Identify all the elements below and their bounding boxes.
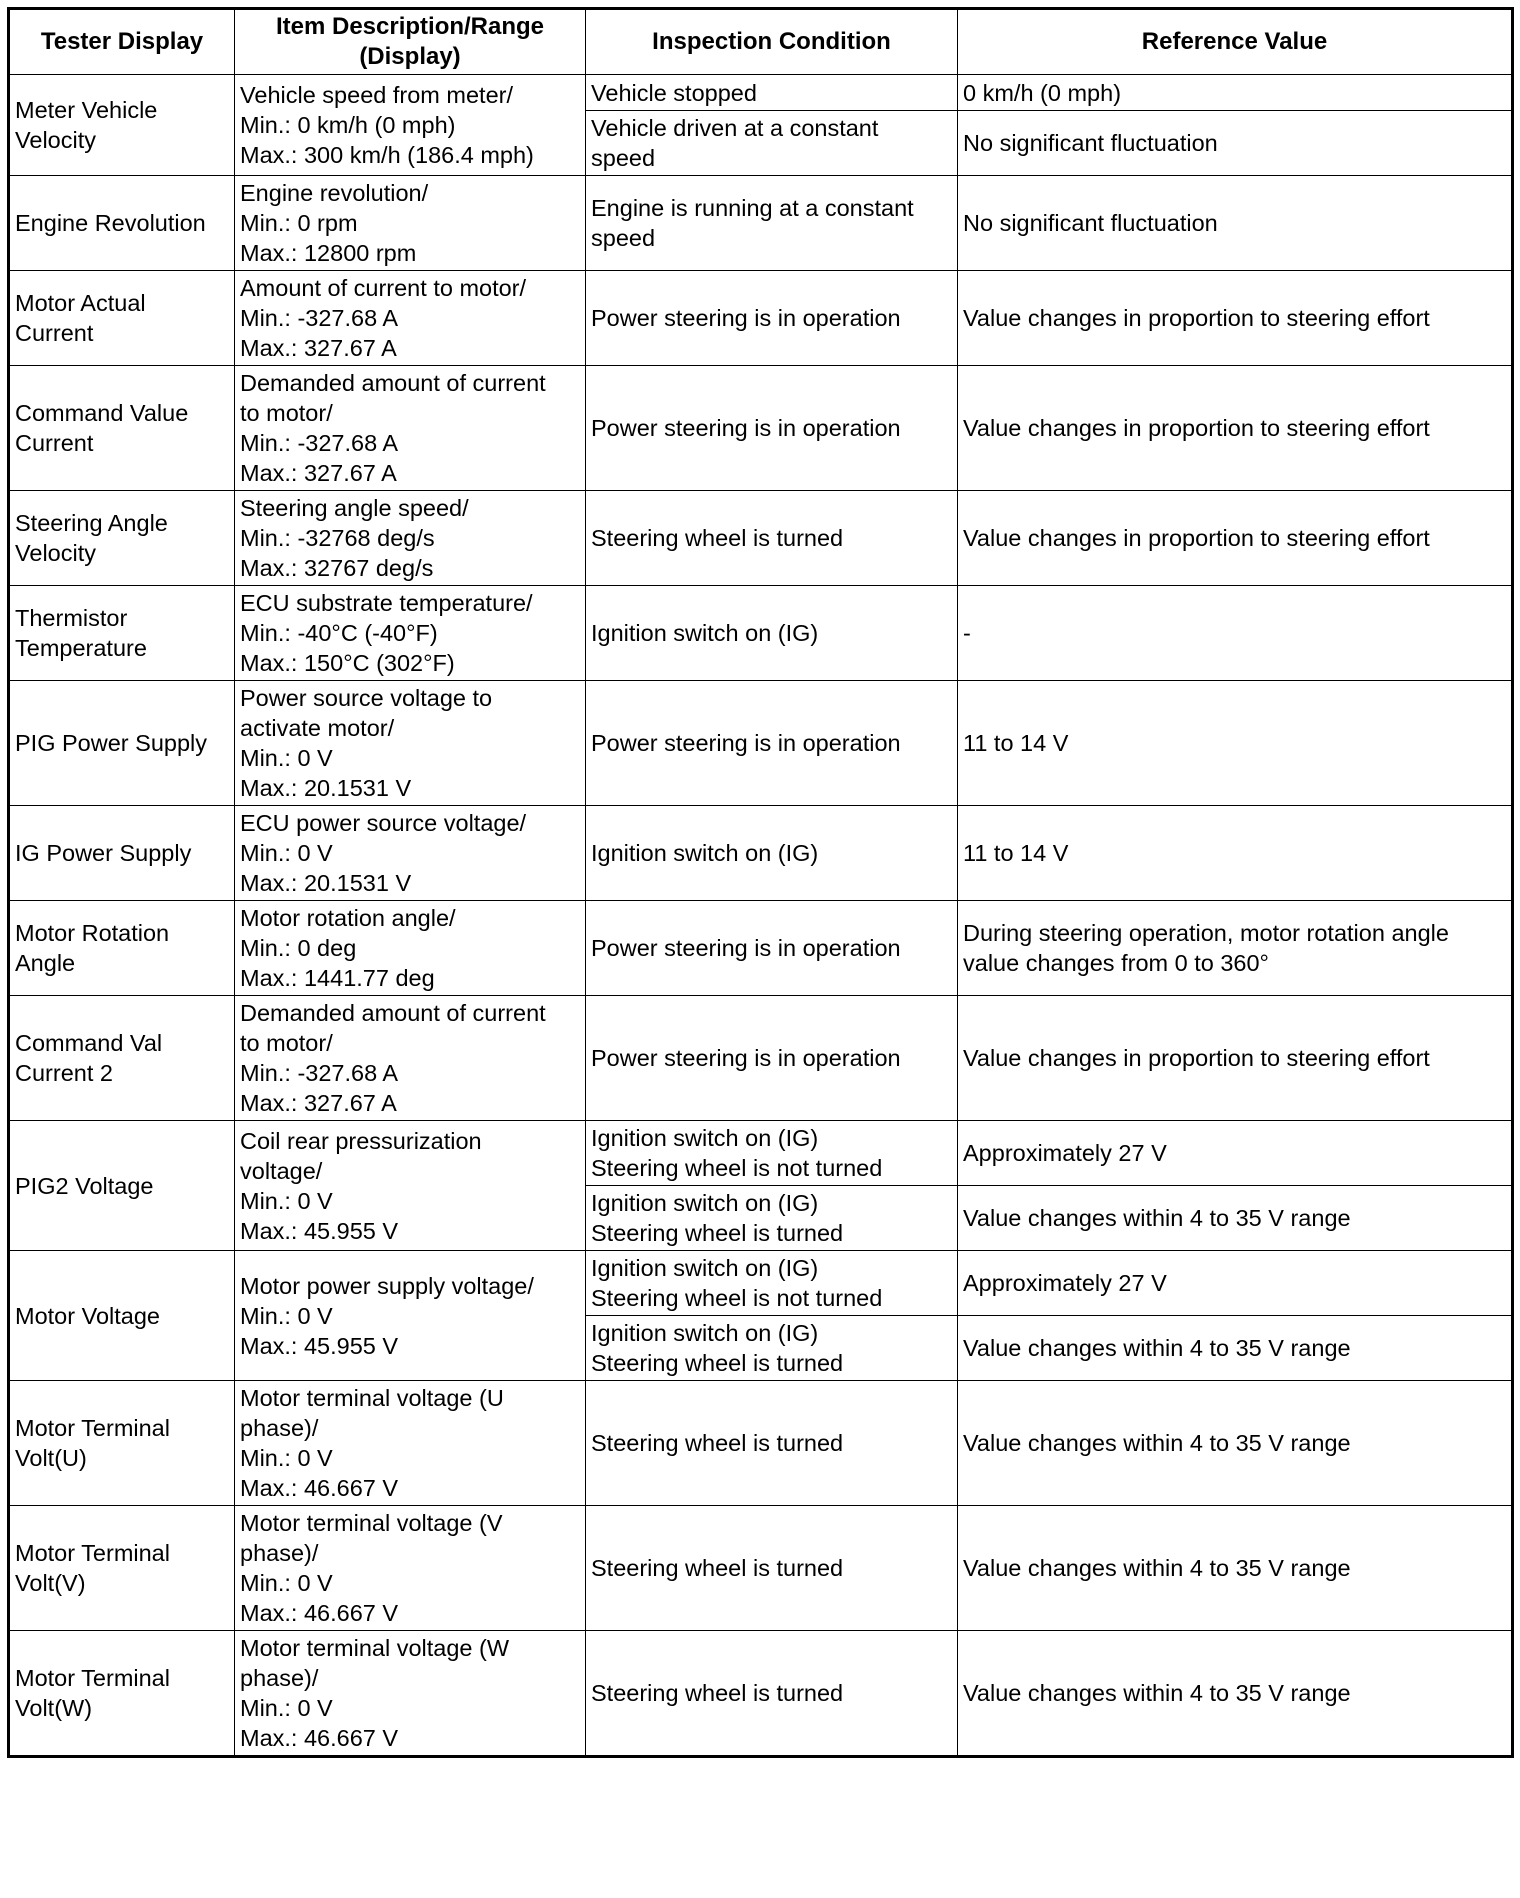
table-row (9, 901, 1513, 996)
cell-item-description: Motor terminal voltage (W phase)/ Min.: 0 V Max.: 46.667 V (235, 1631, 586, 1757)
cell-item-description: Motor power supply voltage/ Min.: 0 V Max.: 45.955 V (235, 1251, 586, 1381)
cell-tester-display: Motor Terminal Volt(U) (9, 1381, 235, 1506)
cell-tester-display: Motor Terminal Volt(V) (9, 1506, 235, 1631)
cell-tester-display: IG Power Supply (9, 806, 235, 901)
cell-reference-value: Value changes within 4 to 35 V range (958, 1381, 1513, 1506)
cell-item-description: ECU power source voltage/ Min.: 0 V Max.: 20.1531 V (235, 806, 586, 901)
cell-inspection-condition: Ignition switch on (IG) (586, 806, 958, 901)
cell-reference-value: Value changes within 4 to 35 V range (958, 1631, 1513, 1757)
header-reference-value: Reference Value (958, 9, 1513, 75)
cell-tester-display: Command Val Current 2 (9, 996, 235, 1121)
cell-inspection-condition: Power steering is in operation (586, 271, 958, 366)
cell-reference-value: Approximately 27 V (958, 1251, 1513, 1316)
cell-tester-display: Meter Vehicle Velocity (9, 75, 235, 176)
data-list-table (7, 7, 1514, 1758)
table-row (9, 1121, 1513, 1186)
table-row (9, 1506, 1513, 1631)
cell-reference-value: Value changes within 4 to 35 V range (958, 1506, 1513, 1631)
cell-reference-value: Value changes in proportion to steering effort (958, 996, 1513, 1121)
cell-reference-value: No significant fluctuation (958, 111, 1513, 176)
cell-inspection-condition: Vehicle stopped (586, 75, 958, 111)
table-row (9, 1631, 1513, 1757)
cell-item-description: Steering angle speed/ Min.: -32768 deg/s Max.: 32767 deg/s (235, 491, 586, 586)
cell-item-description: Demanded amount of current to motor/ Min.: -327.68 A Max.: 327.67 A (235, 996, 586, 1121)
cell-reference-value: 11 to 14 V (958, 681, 1513, 806)
cell-tester-display: Steering Angle Velocity (9, 491, 235, 586)
table-row (9, 271, 1513, 366)
cell-reference-value: Approximately 27 V (958, 1121, 1513, 1186)
cell-tester-display: Motor Rotation Angle (9, 901, 235, 996)
table-row (9, 996, 1513, 1121)
cell-inspection-condition: Ignition switch on (IG) Steering wheel is turned (586, 1316, 958, 1381)
cell-inspection-condition: Power steering is in operation (586, 681, 958, 806)
cell-tester-display: Motor Terminal Volt(W) (9, 1631, 235, 1757)
cell-item-description: Coil rear pressurization voltage/ Min.: 0 V Max.: 45.955 V (235, 1121, 586, 1251)
cell-inspection-condition: Ignition switch on (IG) (586, 586, 958, 681)
table-row (9, 75, 1513, 111)
cell-inspection-condition: Ignition switch on (IG) Steering wheel is turned (586, 1186, 958, 1251)
cell-inspection-condition: Steering wheel is turned (586, 1631, 958, 1757)
cell-tester-display: Command Value Current (9, 366, 235, 491)
table-row (9, 1251, 1513, 1316)
cell-inspection-condition: Steering wheel is turned (586, 1506, 958, 1631)
cell-tester-display: Thermistor Temperature (9, 586, 235, 681)
cell-tester-display: Engine Revolution (9, 176, 235, 271)
header-row (9, 9, 1513, 75)
cell-inspection-condition: Steering wheel is turned (586, 1381, 958, 1506)
cell-reference-value: Value changes within 4 to 35 V range (958, 1316, 1513, 1381)
cell-tester-display: PIG2 Voltage (9, 1121, 235, 1251)
table-header (9, 9, 1513, 75)
table-row (9, 176, 1513, 271)
table-row (9, 806, 1513, 901)
cell-reference-value: Value changes in proportion to steering effort (958, 271, 1513, 366)
cell-reference-value: - (958, 586, 1513, 681)
data-list-sheet (7, 7, 1514, 1758)
table-row (9, 586, 1513, 681)
cell-tester-display: Motor Voltage (9, 1251, 235, 1381)
cell-reference-value: Value changes in proportion to steering effort (958, 366, 1513, 491)
cell-item-description: Engine revolution/ Min.: 0 rpm Max.: 12800 rpm (235, 176, 586, 271)
cell-tester-display: PIG Power Supply (9, 681, 235, 806)
cell-inspection-condition: Power steering is in operation (586, 996, 958, 1121)
cell-item-description: Vehicle speed from meter/ Min.: 0 km/h (0 mph) Max.: 300 km/h (186.4 mph) (235, 75, 586, 176)
cell-reference-value: Value changes within 4 to 35 V range (958, 1186, 1513, 1251)
cell-inspection-condition: Steering wheel is turned (586, 491, 958, 586)
table-row (9, 366, 1513, 491)
header-item-description: Item Description/Range (Display) (235, 9, 586, 75)
cell-item-description: Motor terminal voltage (V phase)/ Min.: 0 V Max.: 46.667 V (235, 1506, 586, 1631)
table-body (9, 75, 1513, 1757)
cell-reference-value: Value changes in proportion to steering effort (958, 491, 1513, 586)
cell-reference-value: During steering operation, motor rotation angle value changes from 0 to 360° (958, 901, 1513, 996)
table-row (9, 681, 1513, 806)
header-tester-display: Tester Display (9, 9, 235, 75)
cell-item-description: ECU substrate temperature/ Min.: -40°C (-40°F) Max.: 150°C (302°F) (235, 586, 586, 681)
cell-inspection-condition: Vehicle driven at a constant speed (586, 111, 958, 176)
cell-item-description: Motor rotation angle/ Min.: 0 deg Max.: 1441.77 deg (235, 901, 586, 996)
cell-inspection-condition: Ignition switch on (IG) Steering wheel is not turned (586, 1251, 958, 1316)
cell-item-description: Demanded amount of current to motor/ Min.: -327.68 A Max.: 327.67 A (235, 366, 586, 491)
table-row (9, 1381, 1513, 1506)
cell-reference-value: 11 to 14 V (958, 806, 1513, 901)
cell-item-description: Power source voltage to activate motor/ Min.: 0 V Max.: 20.1531 V (235, 681, 586, 806)
header-inspection-condition: Inspection Condition (586, 9, 958, 75)
cell-item-description: Motor terminal voltage (U phase)/ Min.: 0 V Max.: 46.667 V (235, 1381, 586, 1506)
cell-item-description: Amount of current to motor/ Min.: -327.68 A Max.: 327.67 A (235, 271, 586, 366)
cell-inspection-condition: Engine is running at a constant speed (586, 176, 958, 271)
cell-inspection-condition: Ignition switch on (IG) Steering wheel is not turned (586, 1121, 958, 1186)
table-row (9, 491, 1513, 586)
cell-reference-value: 0 km/h (0 mph) (958, 75, 1513, 111)
cell-inspection-condition: Power steering is in operation (586, 901, 958, 996)
cell-reference-value: No significant fluctuation (958, 176, 1513, 271)
cell-inspection-condition: Power steering is in operation (586, 366, 958, 491)
cell-tester-display: Motor Actual Current (9, 271, 235, 366)
